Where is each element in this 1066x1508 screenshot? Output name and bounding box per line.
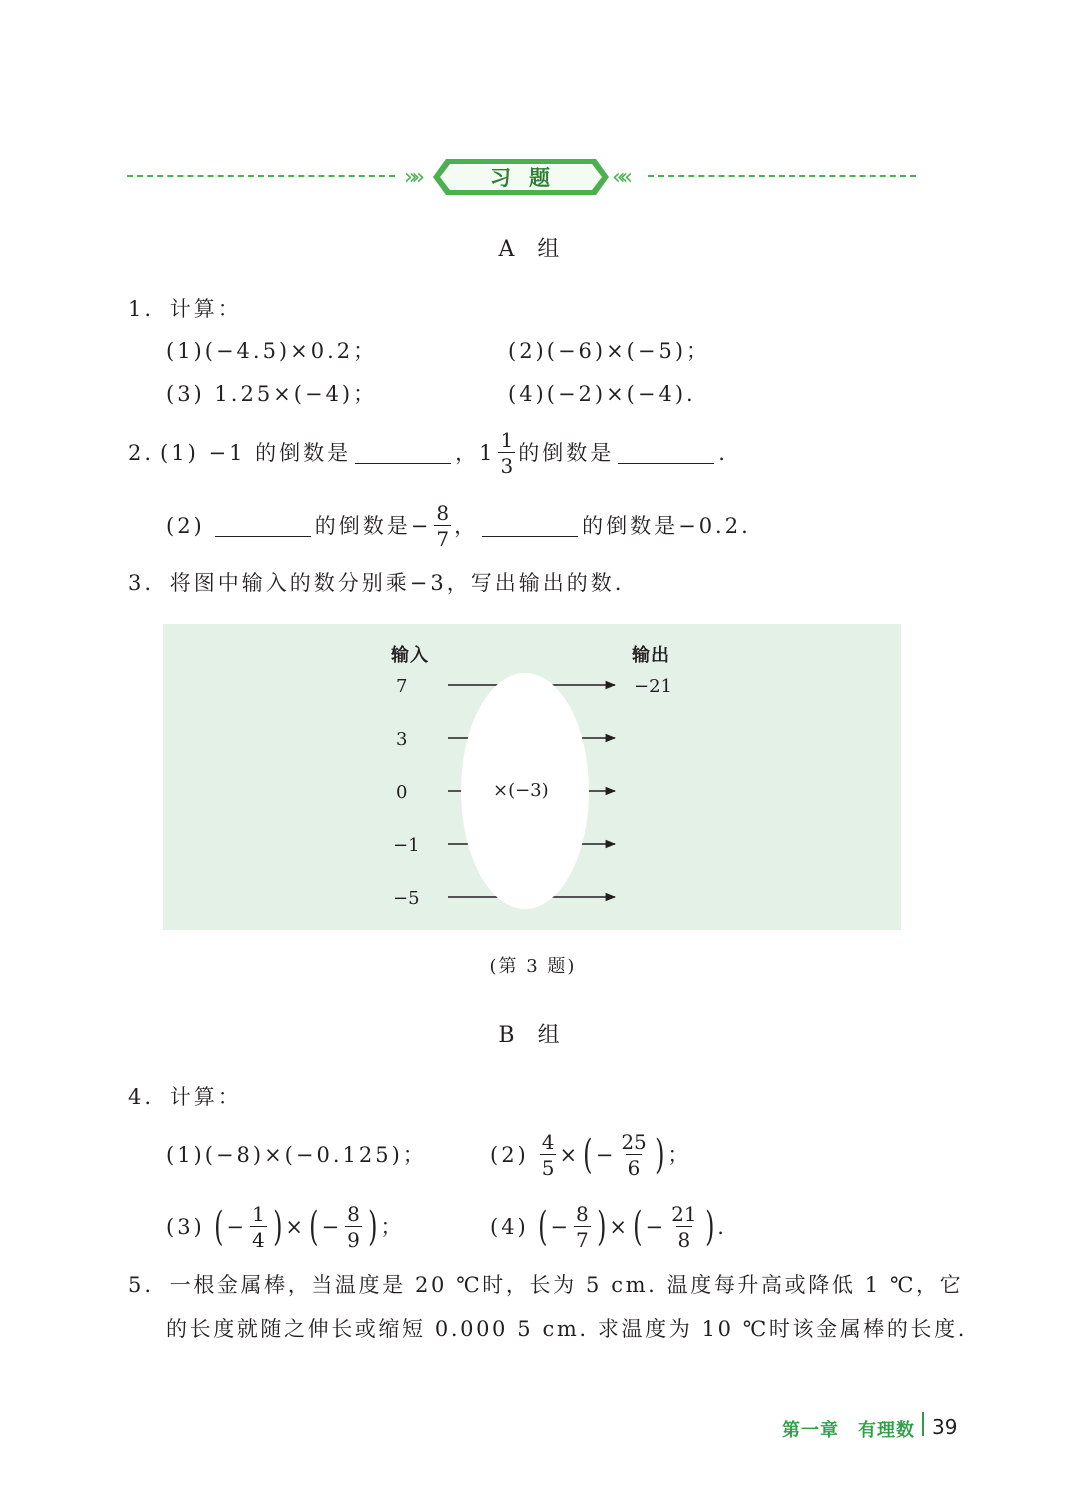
q3-text: 将图中输入的数分别乘−3，写出输出的数.: [169, 571, 625, 595]
q2-p1-text-a: (1) −1 的倒数是: [160, 440, 352, 465]
fraction-numerator: 8: [575, 1202, 589, 1226]
output-value: −21: [634, 676, 672, 697]
q4-number: 4.: [128, 1085, 155, 1109]
minus-sign: −: [645, 1214, 667, 1239]
q4-part-3: [166, 1200, 404, 1254]
q1-part-2: (2)(−6)×(−5)；: [508, 339, 711, 363]
fraction-denominator: 7: [436, 527, 450, 551]
banner-left-chevrons: »»: [404, 165, 419, 190]
q4-text: 计算：: [169, 1085, 242, 1109]
right-paren: ): [654, 1132, 665, 1178]
input-value: −5: [393, 888, 420, 909]
answer-blank: [215, 516, 311, 537]
fraction: [574, 1204, 591, 1250]
input-value: 0: [396, 782, 408, 803]
page-number: 39: [932, 1415, 958, 1439]
left-paren: (: [309, 1204, 319, 1250]
fraction-denominator: 4: [251, 1228, 265, 1252]
q3-number: 3.: [128, 571, 155, 595]
minus-sign: −: [226, 1214, 247, 1239]
fraction-numerator: 21: [671, 1202, 697, 1226]
minus-sign: −: [595, 1142, 617, 1167]
q2-p2-label: (2): [166, 513, 205, 538]
left-paren: (: [583, 1132, 593, 1178]
q4-part-1: (1)(−8)×(−0.125)；: [166, 1143, 427, 1167]
q2-p1-text-c: 的倒数是: [518, 440, 615, 465]
banner-right-rule: [648, 175, 916, 177]
input-value: −1: [393, 835, 420, 856]
fraction-denominator: 6: [627, 1156, 641, 1180]
banner-right-chevrons: ««: [612, 165, 627, 190]
group-b-title: B 组: [498, 1023, 568, 1048]
right-paren: ): [704, 1204, 715, 1250]
q1-text: 计算：: [169, 297, 242, 321]
right-paren: ): [596, 1204, 607, 1250]
q2-p1-end: .: [718, 440, 728, 465]
fraction-denominator: 9: [347, 1228, 360, 1252]
footer-divider: [922, 1412, 924, 1436]
fraction-denominator: 3: [500, 454, 514, 478]
fraction: [669, 1204, 698, 1250]
fraction-numerator: 1: [251, 1202, 265, 1226]
right-paren: ): [367, 1204, 378, 1250]
q4-part-2: [490, 1128, 691, 1182]
q5-text-1: 一根金属棒，当温度是 20 ℃时，长为 5 cm. 温度每升高或降低 1 ℃，它: [169, 1273, 964, 1297]
q2-line-1: [128, 428, 728, 478]
q2-p2-text-c: ，: [454, 513, 479, 538]
figure-caption: (第 3 题): [489, 956, 577, 977]
semicolon: ；: [667, 1142, 692, 1167]
part-label: (3): [166, 1214, 205, 1239]
left-paren: (: [213, 1204, 224, 1250]
times-sign: ×: [559, 1142, 581, 1167]
left-paren: (: [633, 1204, 643, 1250]
fraction-numerator: 8: [347, 1202, 360, 1226]
times-sign: ×: [285, 1214, 306, 1239]
fraction: [434, 503, 451, 549]
fraction: [498, 430, 515, 476]
mapping-diagram: [163, 624, 901, 930]
q2-line-2: [166, 501, 751, 551]
fraction-numerator: 25: [621, 1130, 647, 1154]
output-header: 输出: [632, 645, 670, 666]
fraction-numerator: 4: [541, 1130, 555, 1154]
fraction-denominator: 7: [575, 1228, 589, 1252]
fraction-denominator: 5: [541, 1156, 555, 1180]
q2-p2-text-b: 的倒数是−: [314, 513, 432, 538]
q2-p2-text-d: 的倒数是−0.2.: [582, 513, 751, 538]
q1-part-1: (1)(−4.5)×0.2；: [166, 339, 378, 363]
fraction-denominator: 8: [677, 1228, 691, 1252]
semicolon: ；: [380, 1214, 405, 1239]
q5-number: 5.: [128, 1273, 155, 1297]
input-value: 7: [396, 676, 408, 697]
banner-title: 习题: [490, 166, 568, 190]
q1-number: 1.: [128, 297, 155, 321]
input-value: 3: [396, 729, 408, 750]
times-sign: ×: [609, 1214, 630, 1239]
q4-stem: [128, 1087, 242, 1108]
banner-left-rule: [127, 175, 395, 177]
part-label: (2): [490, 1142, 529, 1167]
fraction-numerator: 8: [436, 501, 450, 525]
q1-part-3: (3) 1.25×(−4)；: [166, 382, 378, 406]
fraction: [345, 1204, 362, 1250]
q4-part-4: [490, 1200, 727, 1254]
fraction: [540, 1132, 557, 1178]
part-label: (4): [490, 1214, 529, 1239]
answer-blank: [355, 443, 451, 464]
answer-blank: [618, 443, 714, 464]
q1-stem: [128, 299, 242, 320]
q2-number: 2.: [128, 440, 155, 465]
minus-sign: −: [550, 1214, 571, 1239]
minus-sign: −: [321, 1214, 343, 1239]
q2-p1-text-b: ，1: [455, 440, 496, 465]
fraction: [619, 1132, 648, 1178]
right-paren: ): [272, 1204, 283, 1250]
operator-label: ×(−3): [493, 780, 549, 801]
q3-stem: [128, 573, 624, 594]
footer-chapter-title: 第一章 有理数: [782, 1420, 915, 1441]
mapping-arrows: [163, 624, 901, 930]
answer-blank: [482, 516, 578, 537]
period: .: [717, 1214, 727, 1239]
left-paren: (: [537, 1204, 548, 1250]
input-header: 输入: [391, 645, 429, 666]
fraction: [250, 1204, 267, 1250]
q5-line-1: [128, 1275, 963, 1296]
group-a-title: A 组: [498, 237, 568, 262]
q5-line-2: 的长度就随之伸长或缩短 0.000 5 cm. 求温度为 10 ℃时该金属棒的长度.: [166, 1317, 967, 1341]
q1-part-4: (4)(−2)×(−4).: [508, 382, 696, 406]
fraction-numerator: 1: [500, 428, 514, 452]
